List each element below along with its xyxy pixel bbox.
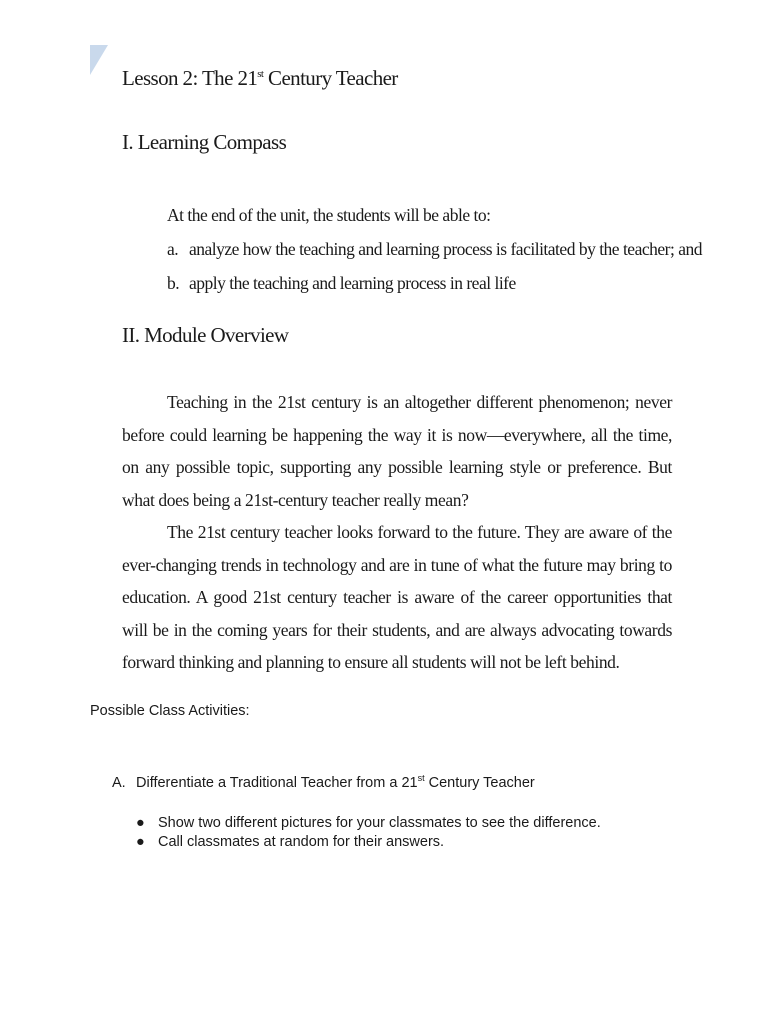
overview-paragraph: The 21st century teacher looks forward to the future. They are aware of the ever-changing trends in technology and are in tune of what the future may bring to education. A good 21st century teacher is aware of the career opportunities that will be in the coming years for their students, and are always advocating towards forward thinking and planning to ensure all students will not be left behind. — [122, 522, 672, 672]
bullet-icon: ● — [136, 834, 145, 850]
bullet-icon: ● — [136, 815, 145, 831]
learning-compass-content — [167, 198, 702, 300]
activity-bullet-list — [136, 814, 601, 852]
learning-compass-heading: I. Learning Compass — [122, 130, 287, 154]
bullet-item: ● Show two different pictures for your classmates to see the difference. — [136, 815, 601, 831]
activity-item: A. Differentiate a Traditional Teacher from a 21st Century Teacher — [112, 773, 535, 791]
objective-item: b. apply the teaching and learning process in real life — [167, 273, 516, 293]
objective-item: a. analyze how the teaching and learning process is facilitated by the teacher; and — [167, 239, 702, 259]
overview-paragraph: Teaching in the 21st century is an altogether different phenomenon; never before could learning be happening the way it is now—everywhere, all the time, on any possible topic, supporting any possible learning style or preference. But what does being a 21st-century teacher really mean? — [122, 392, 672, 510]
module-overview-heading: II. Module Overview — [122, 323, 289, 347]
lesson-title: Lesson 2: The 21st Century Teacher — [122, 66, 398, 90]
compass-intro: At the end of the unit, the students will be able to: — [167, 205, 491, 225]
module-overview-body — [122, 386, 672, 679]
bullet-item: ● Call classmates at random for their answers. — [136, 834, 445, 850]
activities-label: Possible Class Activities: — [90, 703, 250, 719]
page-corner-mark — [90, 45, 108, 75]
